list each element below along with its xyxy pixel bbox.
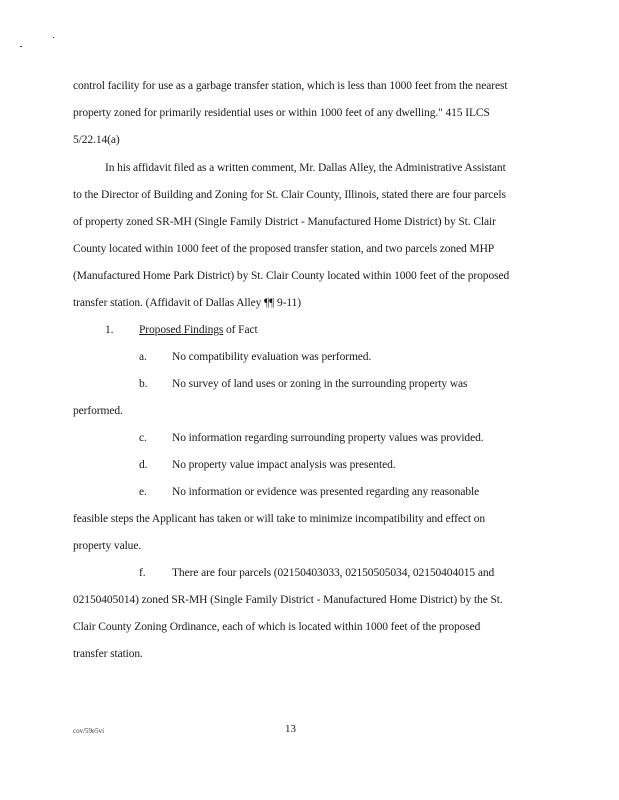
body-line-3: 5/22.14(a) [73,134,120,146]
scan-speck [20,46,22,47]
finding-continuation-e: feasible steps the Applicant has taken or will take to minimize incompatibility and effect on [73,513,486,525]
body-line-4: In his affidavit filed as a written comment, Mr. Dallas Alley, the Administrative Assistant [105,162,506,174]
section-heading [139,323,258,337]
scan-speck [53,37,54,38]
finding-letter-f: f. [139,567,146,579]
finding-continuation-f: 02150405014) zoned SR-MH (Single Family District - Manufactured Home District) by the St. [73,594,503,606]
finding-letter-d: d. [139,459,148,471]
body-line-2: property zoned for primarily residential uses or within 1000 feet of any dwelling." 415 ILCS [73,107,490,119]
section-heading-underlined: Proposed Findings [139,324,224,336]
finding-continuation-b: performed. [73,405,123,417]
finding-text-d: No property value impact analysis was presented. [172,459,396,471]
finding-continuation3-f: transfer station. [73,648,143,660]
body-line-9: transfer station. (Affidavit of Dallas Alley ¶¶ 9-11) [73,297,302,309]
finding-text-f: There are four parcels (02150403033, 02150505034, 02150404015 and [172,567,495,579]
body-line-6: of property zoned SR-MH (Single Family District - Manufactured Home District) by St. Clair [73,216,496,228]
section-number: 1. [105,324,114,336]
finding-letter-b: b. [139,378,148,390]
page-number: 13 [285,723,296,735]
section-heading-rest: of Fact [223,324,258,336]
finding-letter-c: c. [139,432,147,444]
finding-text-c: No information regarding surrounding property values was provided. [172,432,484,444]
finding-continuation2-f: Clair County Zoning Ordinance, each of which is located within 1000 feet of the proposed [73,621,481,633]
body-line-1: control facility for use as a garbage transfer station, which is less than 1000 feet from the nearest [73,80,508,92]
body-line-5: to the Director of Building and Zoning for St. Clair County, Illinois, stated there are four parcels [73,189,506,201]
footer-document-code: cov/59e5vi [73,727,105,735]
finding-text-a: No compatibility evaluation was performed. [172,351,372,363]
finding-text-e: No information or evidence was presented regarding any reasonable [172,486,480,498]
finding-continuation2-e: property value. [73,540,142,552]
body-line-7: County located within 1000 feet of the proposed transfer station, and two parcels zoned MHP [73,243,495,255]
finding-letter-a: a. [139,351,147,363]
finding-letter-e: e. [139,486,147,498]
finding-text-b: No survey of land uses or zoning in the surrounding property was [172,378,468,390]
body-line-8: (Manufactured Home Park District) by St. Clair County located within 1000 feet of the proposed [73,270,510,282]
